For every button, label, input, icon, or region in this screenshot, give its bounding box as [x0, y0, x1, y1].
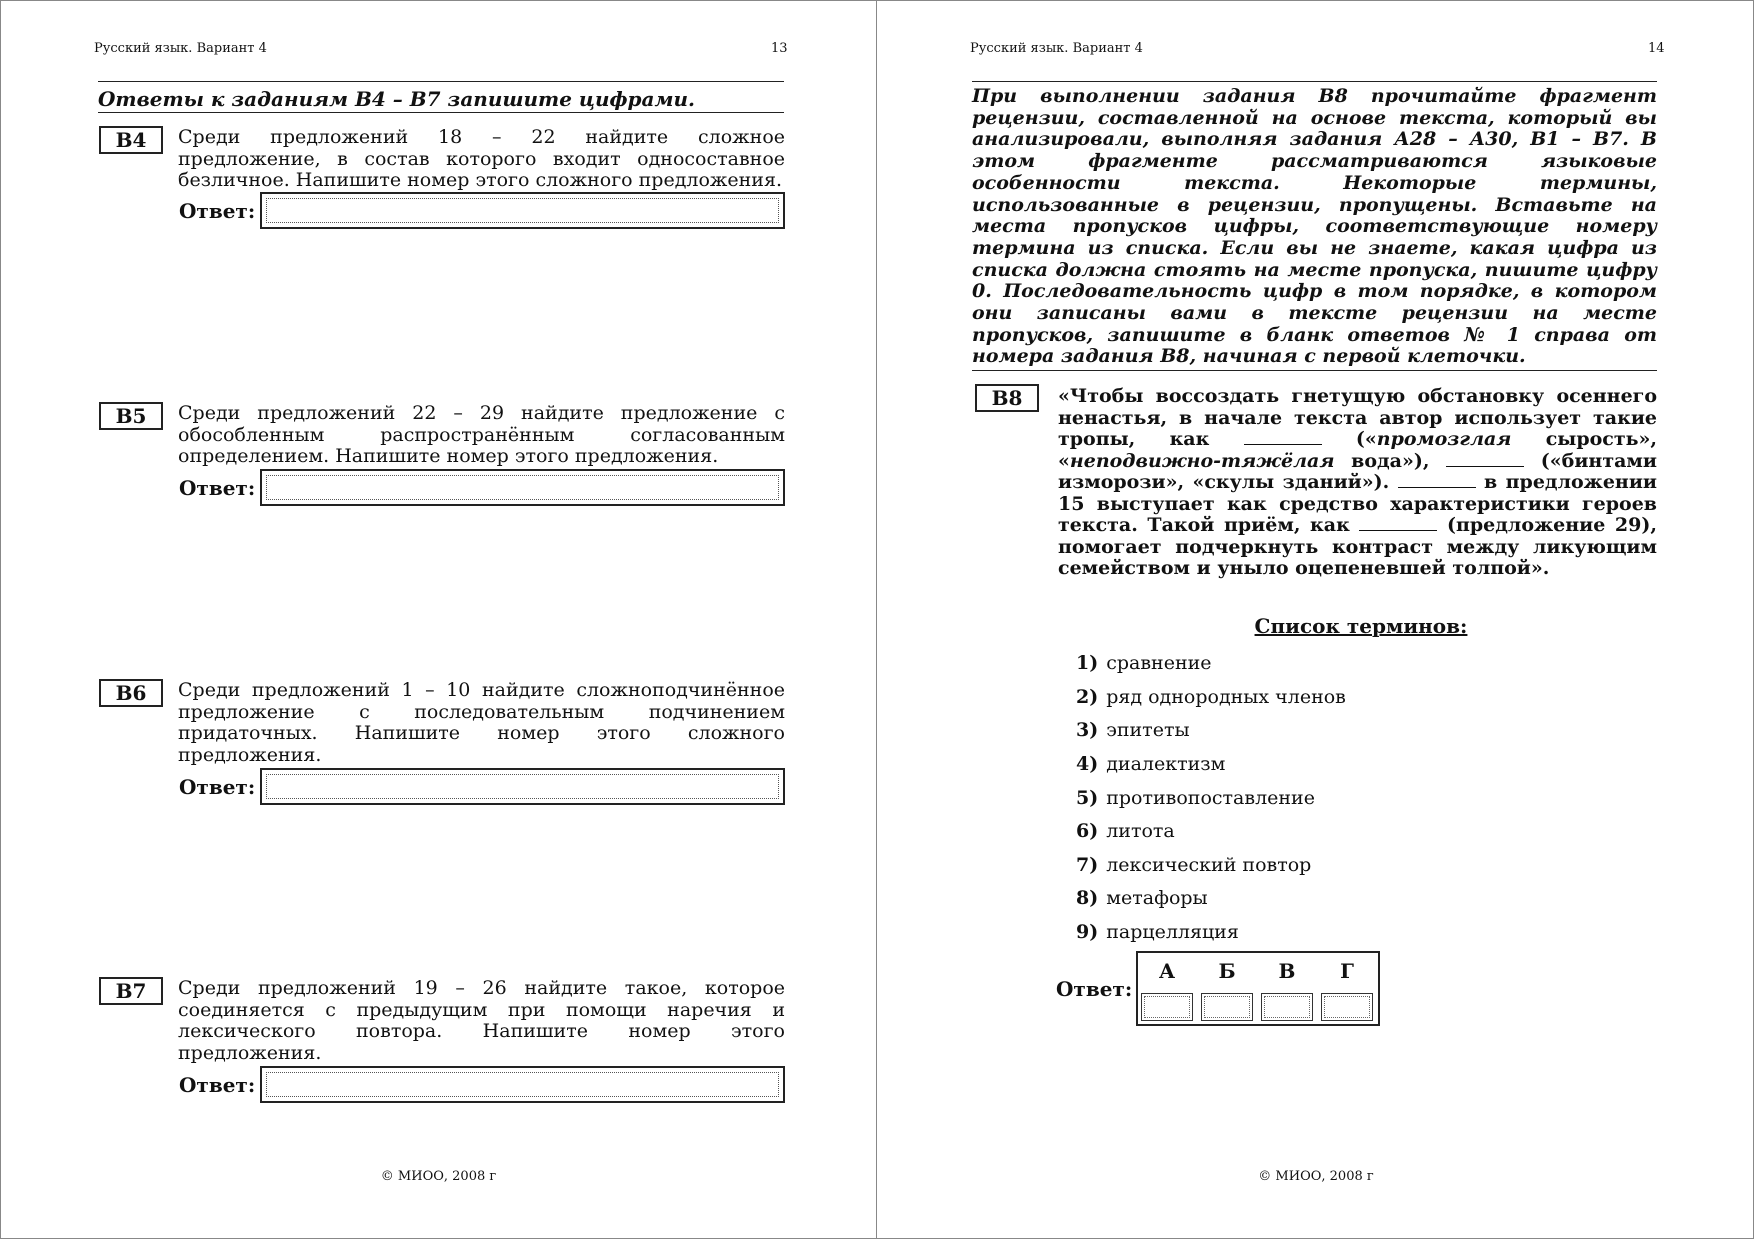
footer: © МИОО, 2008 г	[1258, 1169, 1374, 1184]
left-page	[1, 1, 877, 1238]
answer-field-b6[interactable]	[260, 768, 785, 805]
terms-list-title: Список терминов:	[1254, 614, 1468, 638]
answer-cell-v[interactable]	[1261, 993, 1313, 1021]
section-instruction: Ответы к заданиям В4 – В7 запишите цифрами.	[98, 87, 696, 111]
answer-cell-a[interactable]	[1141, 993, 1193, 1021]
task-label-b5: В5	[99, 402, 163, 430]
gap-d	[1359, 516, 1437, 531]
b8-instruction: При выполнении задания В8 прочитайте фрагмент рецензии, составленной на основе текста, который вы анализировали, выполняя задания А28 – А30, В1 – В7. В этом фрагменте рассматриваются языковые особенности текста. Некоторые термины, использованные в рецензии, пропущены. Вставьте на места пропусков цифры, соответствующие номеру термина из списка. Если вы не знаете, какая цифра из списка должна стоять на месте пропуска, пишите цифру 0. Последовательность цифр в том порядке, в котором они записаны вами в тексте рецензии на месте пропусков, запишите в бланк ответов № 1 справа от номера задания В8, начиная с первой клеточки.	[972, 85, 1657, 368]
term-item: 3) эпитеты	[1076, 719, 1190, 741]
task-text-b6: Среди предложений 1 – 10 найдите сложноподчинённое предложение с последовательным подчинением придаточных. Напишите номер этого сложного предложения.	[178, 679, 785, 766]
task-label-b7: В7	[99, 977, 163, 1005]
term-item: 8) метафоры	[1076, 887, 1208, 909]
column-header-v: В	[1278, 959, 1296, 983]
page-number: 13	[771, 41, 788, 56]
answer-label: Ответ:	[1056, 977, 1133, 1001]
answer-field-b5[interactable]	[260, 469, 785, 506]
answer-grid-b8	[1136, 951, 1380, 1026]
task-text-b4: Среди предложений 18 – 22 найдите сложное предложение, в состав которого входит односоставное безличное. Напишите номер этого сложного предложения.	[178, 126, 785, 191]
divider	[972, 81, 1657, 82]
task-text-b5: Среди предложений 22 – 29 найдите предложение с обособленным распространённым согласованным определением. Напишите номер этого предложения.	[178, 402, 785, 467]
divider	[98, 112, 784, 113]
divider	[972, 370, 1657, 371]
term-item: 9) парцелляция	[1076, 921, 1239, 943]
page-number: 14	[1648, 41, 1665, 56]
term-item: 6) литота	[1076, 820, 1175, 842]
term-item: 7) лексический повтор	[1076, 854, 1312, 876]
answer-label: Ответ:	[179, 775, 256, 799]
answer-cell-b[interactable]	[1201, 993, 1253, 1021]
answer-cell-g[interactable]	[1321, 993, 1373, 1021]
task-label-b4: В4	[99, 126, 163, 154]
gap-b	[1446, 452, 1524, 467]
answer-label: Ответ:	[179, 199, 256, 223]
divider	[98, 81, 784, 82]
task-label-b6: В6	[99, 679, 163, 707]
right-page	[878, 1, 1754, 1238]
answer-label: Ответ:	[179, 1073, 256, 1097]
gap-a	[1244, 430, 1322, 445]
term-item: 1) сравнение	[1076, 652, 1212, 674]
gap-c	[1398, 473, 1476, 488]
term-item: 5) противопоставление	[1076, 787, 1315, 809]
term-item: 4) диалектизм	[1076, 753, 1226, 775]
review-fragment: «Чтобы воссоздать гнетущую обстановку осеннего ненастья, в начале текста автор использует такие тропы, как («промозглая сырость», «неподвижно-тяжёлая вода»), («бинтами изморози», «скулы зданий»). в предложении 15 выступает как средство характеристики героев текста. Такой приём, как (предложение 29), помогает подчеркнуть контраст между ликующим семейством и уныло оцепеневшей толпой».	[1058, 385, 1658, 579]
task-text-b7: Среди предложений 19 – 26 найдите такое, которое соединяется с предыдущим при помощи наречия и лексического повтора. Напишите номер этого предложения.	[178, 977, 785, 1064]
task-label-b8: В8	[975, 384, 1039, 412]
running-header: Русский язык. Вариант 4	[970, 41, 1143, 56]
answer-label: Ответ:	[179, 476, 256, 500]
running-header: Русский язык. Вариант 4	[94, 41, 267, 56]
term-item: 2) ряд однородных членов	[1076, 686, 1346, 708]
column-header-b: Б	[1218, 959, 1236, 983]
column-header-g: Г	[1340, 959, 1354, 983]
answer-field-b4[interactable]	[260, 192, 785, 229]
footer: © МИОО, 2008 г	[380, 1169, 497, 1184]
answer-field-b7[interactable]	[260, 1066, 785, 1103]
column-header-a: А	[1158, 959, 1176, 983]
